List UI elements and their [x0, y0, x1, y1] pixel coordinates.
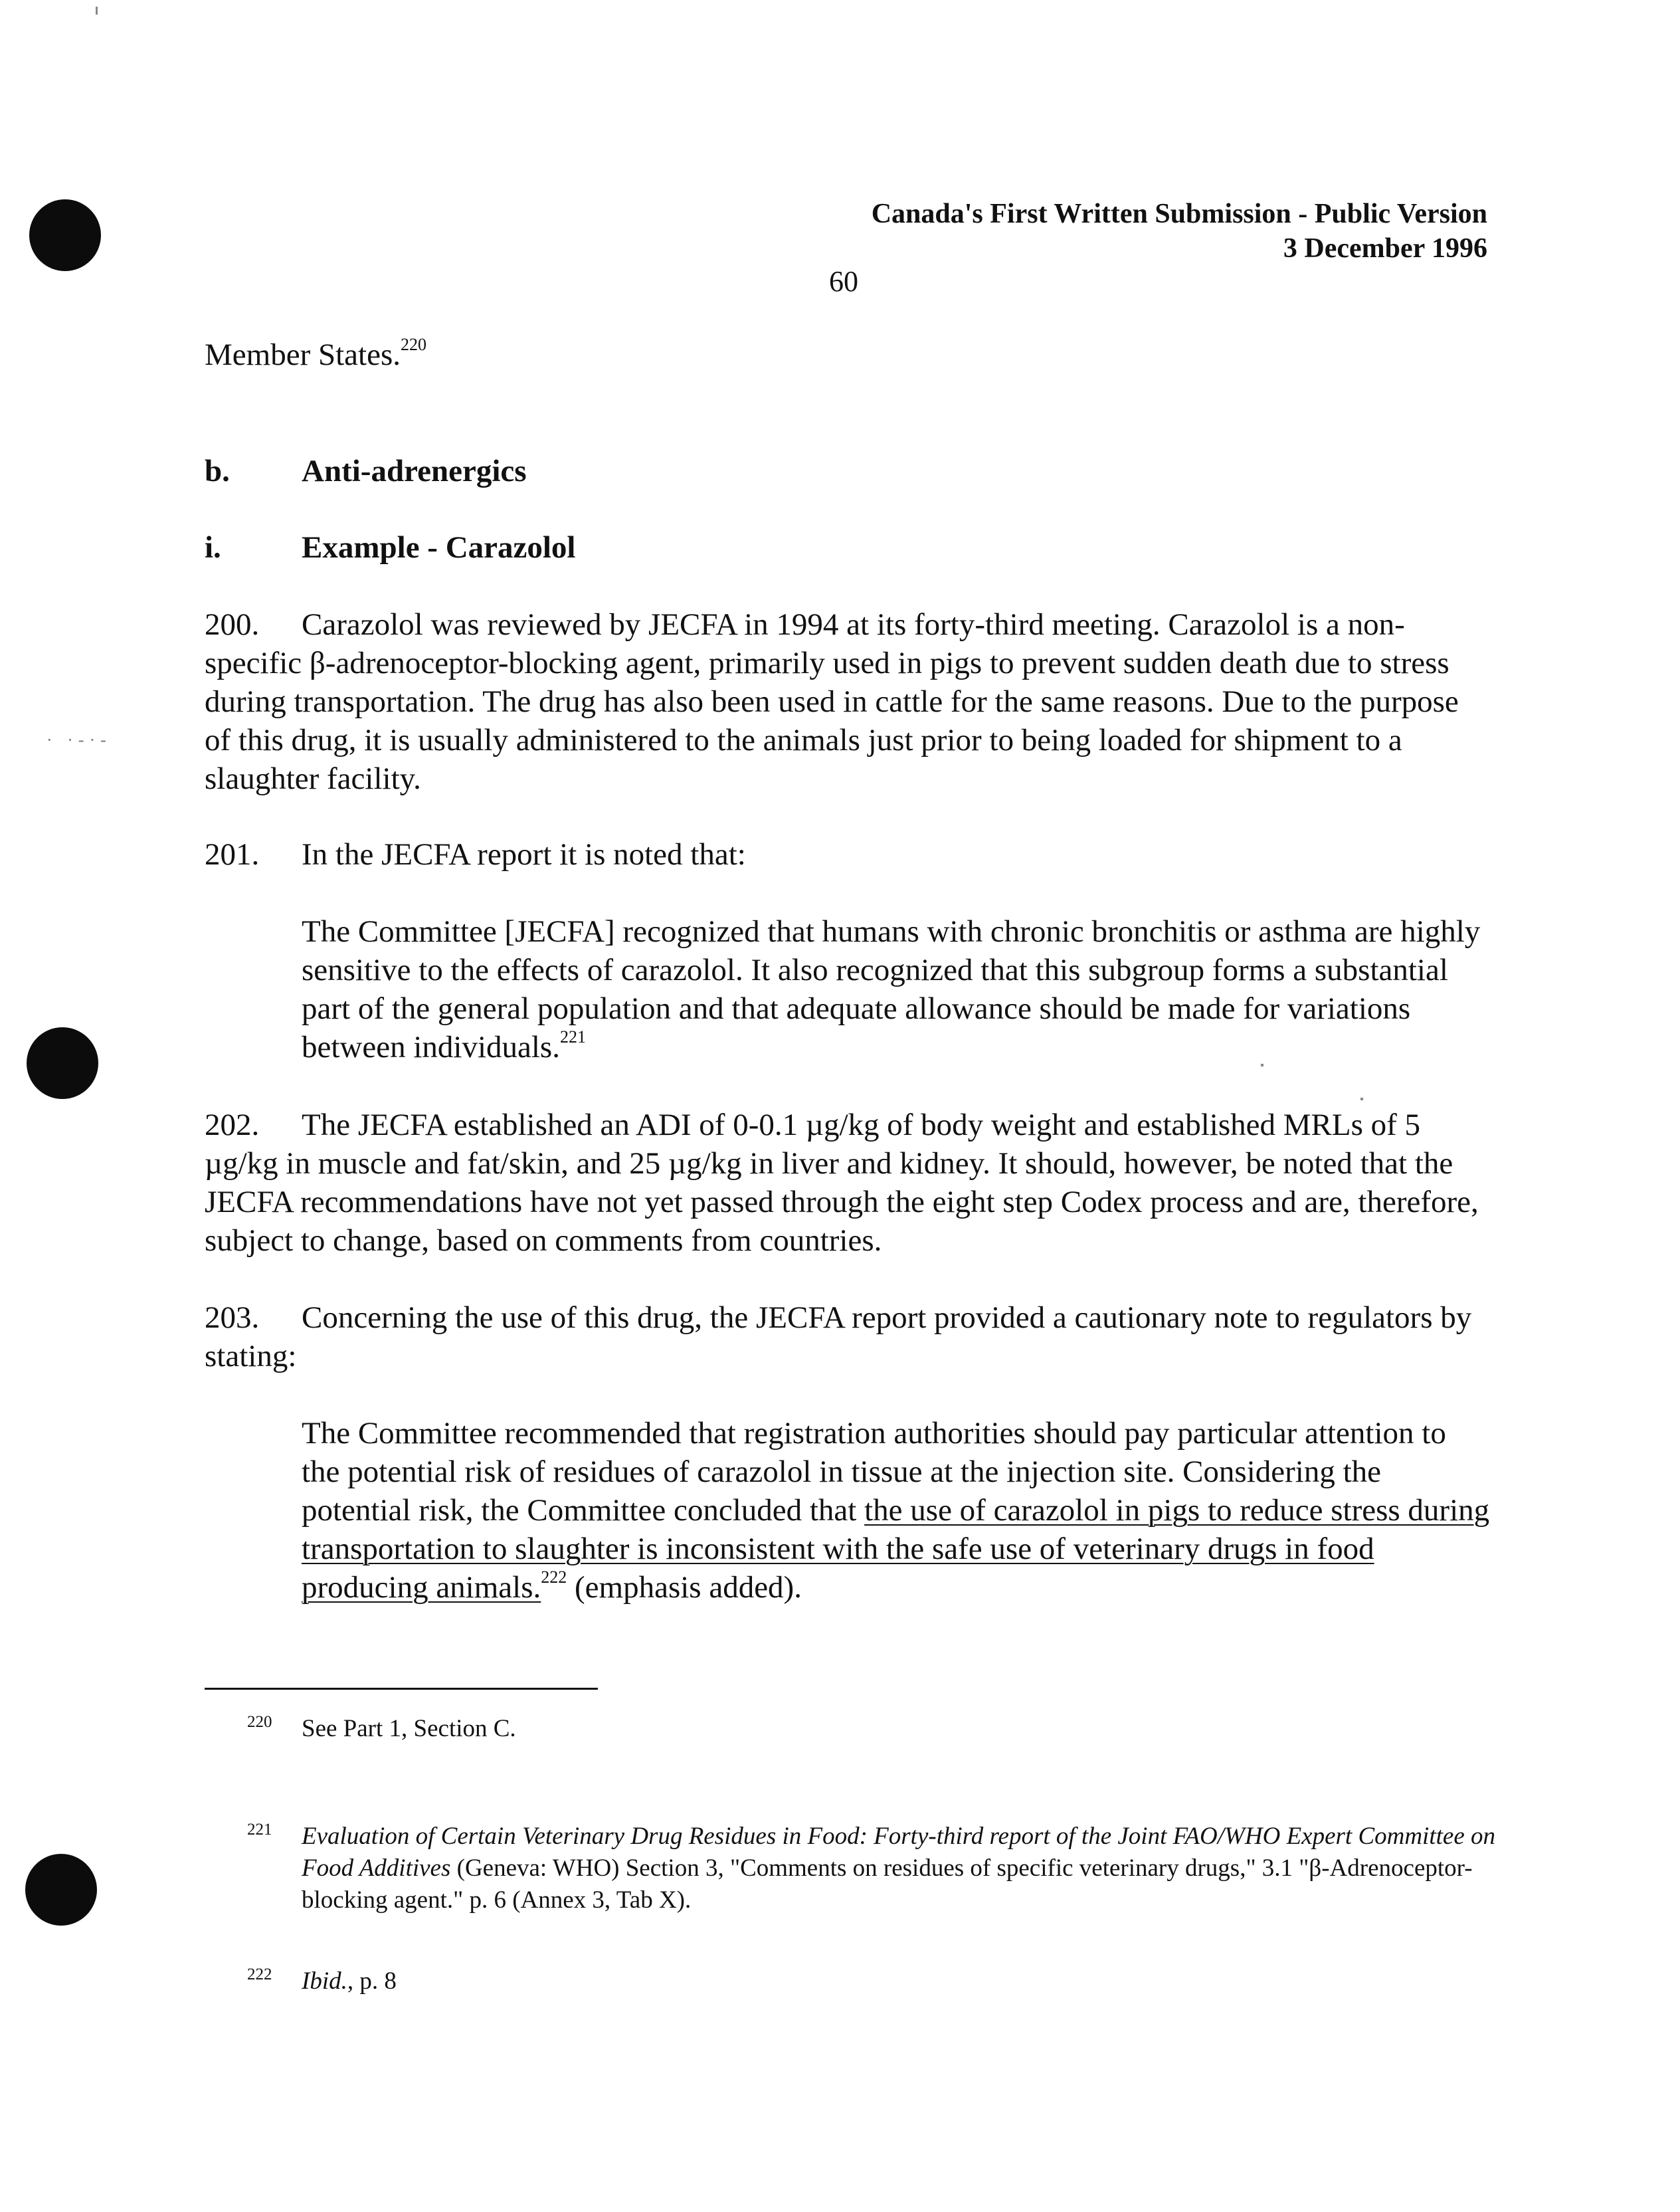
paragraph-202 [205, 1106, 1487, 1260]
carryover-text: Member States.$^{220}$ [205, 335, 426, 372]
footnote-citation-title: Ibid. [302, 1967, 347, 1995]
footnote-separator [205, 1688, 598, 1690]
binder-hole [29, 199, 101, 271]
heading-marker: i. [205, 530, 221, 565]
paragraph-number: 201. [205, 837, 260, 872]
footnote-ref: 222 [541, 1567, 567, 1587]
page-number: 60 [829, 265, 858, 298]
footnote-221 [247, 1821, 1496, 1916]
binder-hole [27, 1027, 98, 1099]
heading-marker: b. [205, 454, 230, 488]
footnote-number: 220 [247, 1713, 272, 1731]
footnote-222 [247, 1965, 1496, 1997]
scan-speck [96, 7, 98, 15]
heading-title: Example - Carazolol [302, 530, 576, 565]
footnote-number: 221 [247, 1821, 272, 1839]
footnote-text: See Part 1, Section C. [302, 1715, 516, 1742]
paragraph-200 [205, 605, 1487, 798]
margin-mark: · ·-·- [47, 730, 112, 750]
paragraph-number: 200. [205, 607, 260, 642]
footnote-ref: 220 [401, 335, 426, 354]
heading-title: Anti-adrenergics [302, 454, 527, 488]
binder-hole [25, 1854, 97, 1926]
subsection-heading [205, 528, 576, 567]
paragraph-body: The JECFA established an ADI of 0-0.1 µg/kg of body weight and established MRLs of 5 µg/kg in muscle and fat/skin, and 25 µg/kg in liver and kidney. It should, however, be noted that the JECFA recommendations have not yet passed through the eight step Codex process and are, therefore, subject to change, based on comments from countries. [205, 1108, 1479, 1258]
paragraph-body: In the JECFA report it is noted that: [302, 837, 746, 872]
paragraph-203 [205, 1298, 1487, 1375]
paragraph-body: Concerning the use of this drug, the JECFA report provided a cautionary note to regulators by stating: [205, 1300, 1472, 1373]
paragraph-number: 202. [205, 1108, 260, 1142]
block-quote: The Committee recommended that registration authorities should pay particular attention to the potential risk of residues of carazolol in tissue at the injection site. Considering the potential risk, the Committee concluded that the use of carazolol in pigs to reduce stress during transportation to slaughter is inconsistent with the safe use of veterinary drugs in food producing animals.$^{222}$ (emphasis added). [302, 1416, 1490, 1605]
footnote-citation-title: Evaluation of Certain Veterinary Drug Residues in Food: Forty-third report of the Joint FAO/WHO Expert Committee on Food Additives [302, 1823, 1495, 1882]
footnote-number: 222 [247, 1965, 272, 1983]
paragraph-body: Carazolol was reviewed by JECFA in 1994 at its forty-third meeting. Carazolol is a non-specific β-adrenoceptor-blocking agent, primarily used in pigs to prevent sudden death due to stress during transportation. The drug has also been used in cattle for the same reasons. Due to the purpose of this drug, it is usually administered to the animals just prior to being loaded for shipment to a slaughter facility. [205, 607, 1459, 796]
footnote-ref: 221 [559, 1027, 586, 1047]
paragraph-201 [205, 835, 1487, 874]
scan-speck [1360, 1098, 1363, 1100]
block-quote: The Committee [JECFA] recognized that humans with chronic bronchitis or asthma are highly sensitive to the effects of carazolol. It also recognized that this subgroup forms a substantial part of the general population and that adequate allowance should be made for variations between individuals.$^{221}$ [302, 914, 1481, 1064]
paragraph-number: 203. [205, 1300, 260, 1335]
footnote-text: , p. 8 [347, 1967, 397, 1995]
header-date: 3 December 1996 [1283, 233, 1487, 264]
emphasized-text: the use of carazolol in pigs to reduce stress during transportation to slaughter is inconsistent with the safe use of veterinary drugs in food producing animals. [302, 1493, 1490, 1605]
header-title: Canada's First Written Submission - Public Version [871, 199, 1487, 229]
running-header [872, 197, 1487, 266]
footnote-220 [247, 1713, 1496, 1745]
footnote-text: (Geneva: WHO) Section 3, "Comments on residues of specific veterinary drugs," 3.1 "β-Adrenoceptor-blocking agent." p. 6 (Annex 3, Tab X). [302, 1855, 1473, 1914]
section-heading [205, 452, 527, 490]
